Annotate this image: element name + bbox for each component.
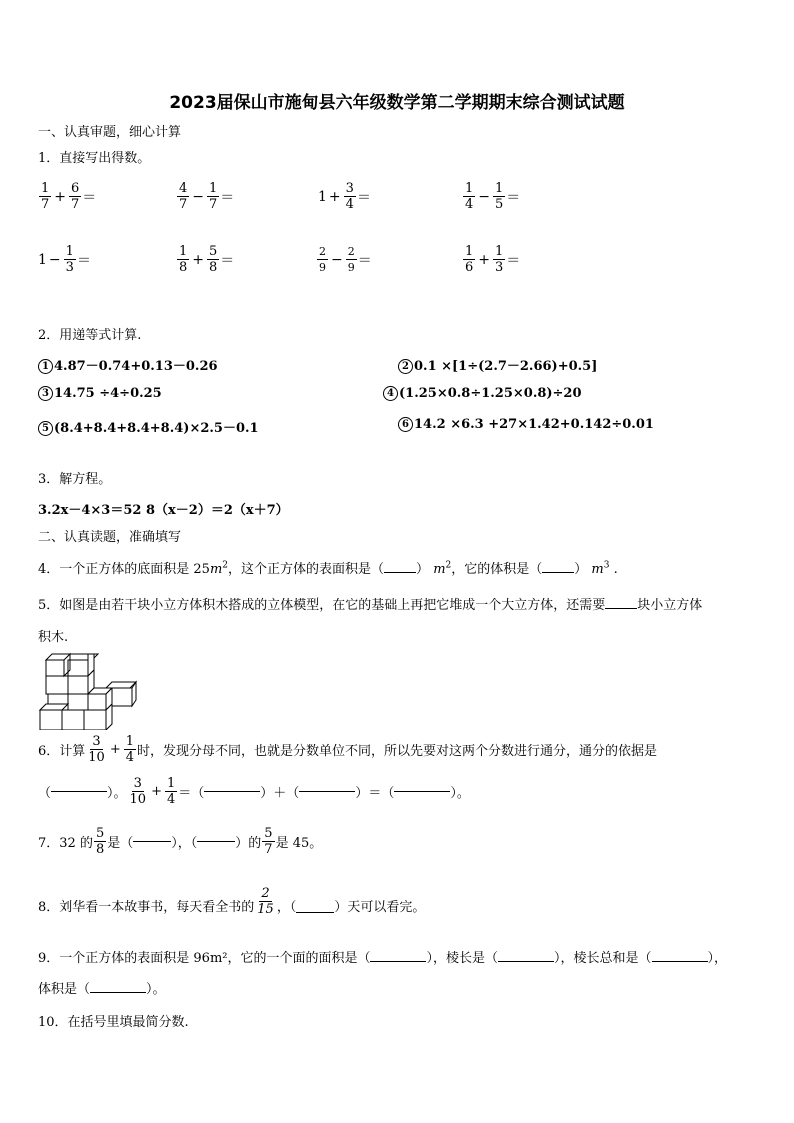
q1-expr-3: 1 + $\frac{3}{4}$ ＝ bbox=[318, 181, 371, 212]
fraction: $\frac{4}{7}$ bbox=[179, 181, 188, 212]
q2-item-6: 6 14.2 ×6.3 +27×1.42+0.142÷0.01 bbox=[398, 417, 654, 432]
page-title: 2023届保山市施甸县六年级数学第二学期期末综合测试试题 bbox=[169, 93, 625, 113]
fraction: $\frac{3}{10}$ bbox=[129, 776, 147, 807]
q1-expr-2: $\frac{4}{7}$ − $\frac{1}{7}$ ＝ bbox=[179, 181, 235, 212]
fraction: $\frac{1}{5}$ bbox=[495, 181, 504, 212]
fraction: $\frac{2}{9}$ bbox=[319, 245, 326, 274]
q3-equation-1: 3.2x－4×3＝52 bbox=[38, 503, 142, 518]
fraction: $\frac{1}{4}$ bbox=[465, 181, 474, 212]
question-5-text: 5．如图是由若干块小立方体积木搭成的立体模型，在它的基础上再把它堆成一个大立方体，还需要 块小立方体 bbox=[38, 598, 703, 613]
question-6-text: 6．计算 $\frac{3}{10}$ + $\frac{1}{4}$ 时，发现分母不同，也就是分数单位不同，所以先要对这两个分数进行通分，通分的依据是 bbox=[38, 734, 658, 765]
q2-item-4: 4 (1.25×0.8÷1.25×0.8)÷20 bbox=[383, 386, 582, 401]
q2-item-3: 3 14.75 ÷4÷0.25 bbox=[38, 386, 162, 401]
fraction: $\frac{1}{3}$ bbox=[495, 244, 504, 275]
q3-equation-2: 8（x－2）＝2（x＋7） bbox=[146, 503, 289, 518]
fraction: $\frac{1}{4}$ bbox=[125, 734, 135, 765]
question-9-text: 9．一个正方体的表面积是 96m²，它的一个面的面积是（ ），棱长是（ ），棱长总和是（ ）， bbox=[38, 951, 728, 966]
fraction: $\frac{1}{7}$ bbox=[209, 181, 218, 212]
fraction: $\frac{6}{7}$ bbox=[71, 181, 80, 212]
section1-heading: 一、认真审题，细心计算 bbox=[38, 125, 182, 140]
question-1-text: 1．直接写出得数。 bbox=[38, 151, 151, 166]
question-2-text: 2．用递等式计算. bbox=[38, 328, 142, 343]
fraction: $\frac{1}{6}$ bbox=[465, 244, 474, 275]
fraction: $\frac{1}{7}$ bbox=[41, 181, 50, 212]
q1-expr-4: $\frac{1}{4}$ − $\frac{1}{5}$ ＝ bbox=[465, 181, 521, 212]
fraction: $\frac{5}{8}$ bbox=[95, 826, 105, 857]
q2-item-5: 5 (8.4+8.4+8.4+8.4)×2.5－0.1 bbox=[38, 417, 259, 436]
cube-model-figure bbox=[38, 648, 138, 730]
q1-expr-1: $\frac{1}{7}$ + $\frac{6}{7}$ ＝ bbox=[41, 181, 97, 212]
question-8-text: 8．刘华看一本故事书，每天看全书的 $\frac{2}{15}$ ，（ ）天可以看完。 bbox=[38, 886, 426, 917]
question-3-text: 3．解方程。 bbox=[38, 472, 112, 487]
fraction: $\frac{5}{7}$ bbox=[264, 826, 273, 857]
fraction: $\frac{2}{15}$ bbox=[257, 886, 274, 917]
fraction: $\frac{2}{9}$ bbox=[347, 245, 355, 274]
question-7-text: 7．32 的 $\frac{5}{8}$ 是（ ），（ ）的 $\frac{5}{7}$ 是 45。 bbox=[38, 826, 323, 857]
fraction: $\frac{3}{10}$ bbox=[88, 734, 105, 765]
q1-expr-6: $\frac{1}{8}$ + $\frac{5}{8}$ ＝ bbox=[179, 244, 235, 275]
fraction: $\frac{1}{3}$ bbox=[65, 244, 74, 275]
fraction: $\frac{5}{8}$ bbox=[209, 244, 218, 275]
q2-item-2: 2 0.1 ×[1÷(2.7－2.66)+0.5] bbox=[398, 355, 597, 374]
section2-heading: 二、认真读题，准确填写 bbox=[38, 530, 182, 545]
question-4-text: 4．一个正方体的底面积是 $25m^2$，这个正方体的表面积是（ ） $m^2$，它的体积是（ ） $m^3$ . bbox=[38, 560, 618, 577]
q1-expr-5: 1 − $\frac{1}{3}$ ＝ bbox=[38, 244, 91, 275]
q1-expr-7: $\frac{2}{9}$ − $\frac{2}{9}$ ＝ bbox=[319, 245, 372, 274]
question-6-text-cont: （ ）。 $\frac{3}{10}$ + $\frac{1}{4}$ ＝（ ） ＋（ ）＝（ ）。 bbox=[38, 776, 470, 807]
question-10-text: 10．在括号里填最简分数. bbox=[38, 1015, 189, 1030]
fraction: $\frac{3}{4}$ bbox=[345, 181, 354, 212]
fraction: $\frac{1}{8}$ bbox=[179, 244, 188, 275]
q1-expr-8: $\frac{1}{6}$ + $\frac{1}{3}$ ＝ bbox=[465, 244, 521, 275]
fraction: $\frac{1}{4}$ bbox=[166, 776, 176, 807]
question-9-text-cont: 体积是（ ）。 bbox=[38, 982, 166, 997]
question-5-text-cont: 积木. bbox=[38, 630, 69, 645]
q2-item-1: 1 4.87－0.74+0.13－0.26 bbox=[38, 355, 218, 374]
